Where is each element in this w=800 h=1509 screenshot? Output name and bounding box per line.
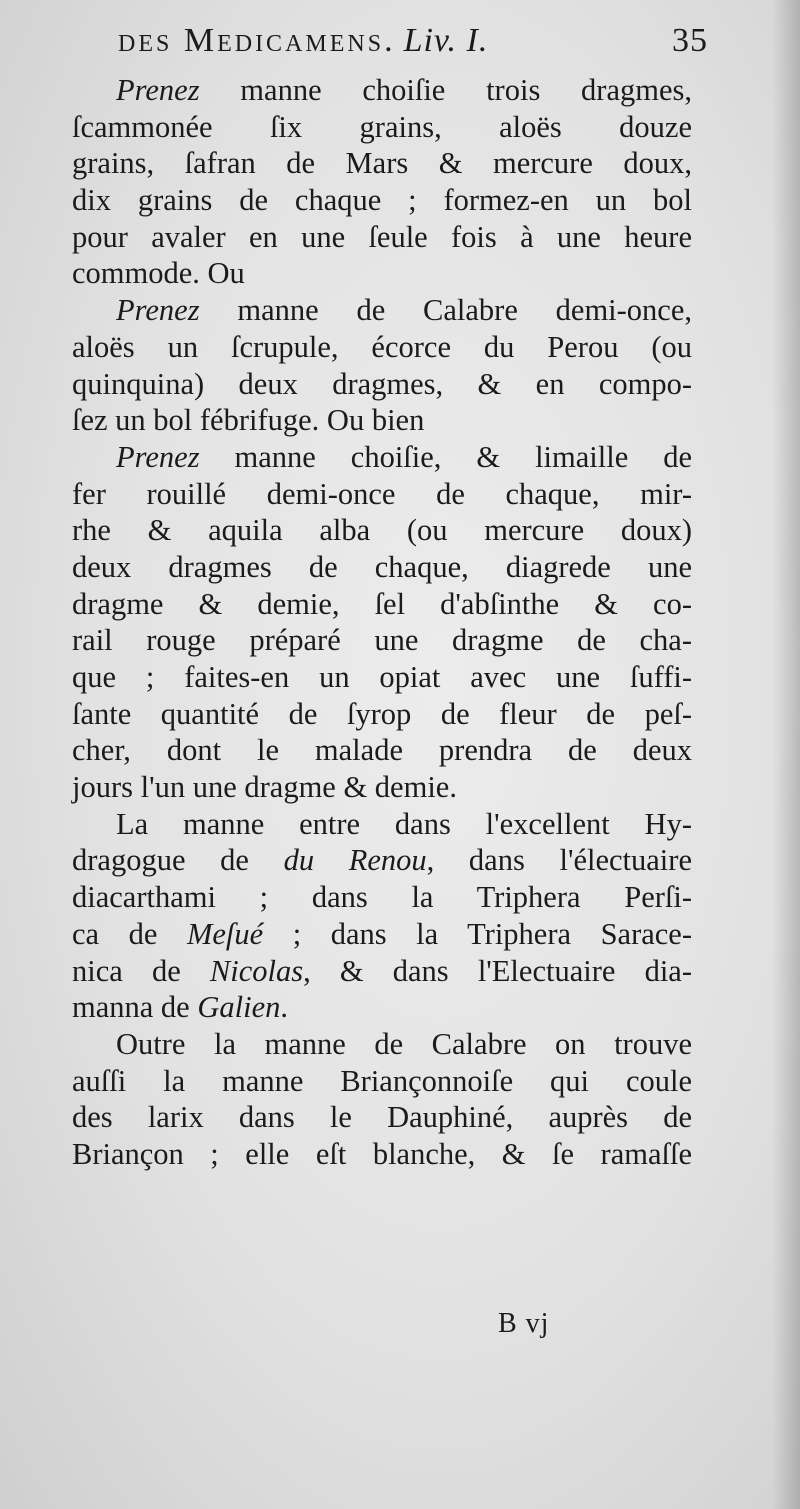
- text-line: diacarthami ; dans la Triphera Perſi-: [72, 880, 692, 915]
- text-line: quinquina) deux dragmes, & en compo-: [72, 366, 692, 401]
- text-line: rail rouge préparé une dragme de cha-: [72, 623, 692, 658]
- text-line: Briançon ; elle eſt blanche, & ſe ramaſſe: [72, 1136, 692, 1171]
- text-line: La manne entre dans l'excellent Hy-: [116, 806, 692, 841]
- text-line: jours l'un une dragme & demie.: [72, 770, 457, 805]
- page-number: 35: [672, 22, 708, 59]
- text-line: aloës un ſcrupule, écorce du Perou (ou: [72, 329, 692, 364]
- text-line: dragme & demie, ſel d'abſinthe & co-: [72, 586, 692, 621]
- text-line: manna de Galien.: [72, 990, 288, 1025]
- text-line: auſſi la manne Briançonnoiſe qui coule: [72, 1063, 692, 1098]
- signature-mark: B vj: [498, 1308, 550, 1339]
- text-line: cher, dont le malade prendra de deux: [72, 733, 692, 768]
- body-text: [72, 72, 692, 1173]
- book-number: Liv. I.: [403, 22, 489, 59]
- text-line: nica de Nicolas, & dans l'Electuaire dia-: [72, 953, 692, 988]
- text-line: dix grains de chaque ; formez-en un bol: [72, 183, 692, 218]
- text-line: Prenez manne choiſie, & limaille de: [116, 439, 692, 474]
- text-line: fer rouillé demi-once de chaque, mir-: [72, 476, 692, 511]
- text-line: Outre la manne de Calabre on trouve: [116, 1026, 692, 1061]
- text-line: Prenez manne de Calabre demi-once,: [116, 293, 692, 328]
- text-line: grains, ſafran de Mars & mercure doux,: [72, 146, 692, 181]
- text-line: ſcammonée ſix grains, aloës douze: [72, 109, 692, 144]
- text-line: des larix dans le Dauphiné, auprès de: [72, 1100, 692, 1135]
- text-line: ſez un bol fébrifuge. Ou bien: [72, 403, 425, 438]
- text-line: que ; faites-en un opiat avec une ſuffi-: [72, 660, 692, 694]
- text-line: deux dragmes de chaque, diagrede une: [72, 549, 692, 584]
- page-edge-shadow: [772, 0, 800, 1509]
- text-line: commode. Ou: [72, 256, 245, 291]
- text-line: ca de Meſué ; dans la Triphera Sarace-: [72, 916, 692, 951]
- running-title: des Medicamens.: [118, 22, 396, 59]
- text-line: rhe & aquila alba (ou mercure doux): [72, 513, 692, 548]
- text-line: ſante quantité de ſyrop de fleur de peſ-: [72, 696, 692, 731]
- text-line: Prenez manne choiſie trois dragmes,: [116, 73, 692, 107]
- running-header: [118, 22, 708, 72]
- text-line: dragogue de du Renou, dans l'électuaire: [72, 843, 692, 878]
- text-line: pour avaler en une ſeule fois à une heure: [72, 219, 692, 254]
